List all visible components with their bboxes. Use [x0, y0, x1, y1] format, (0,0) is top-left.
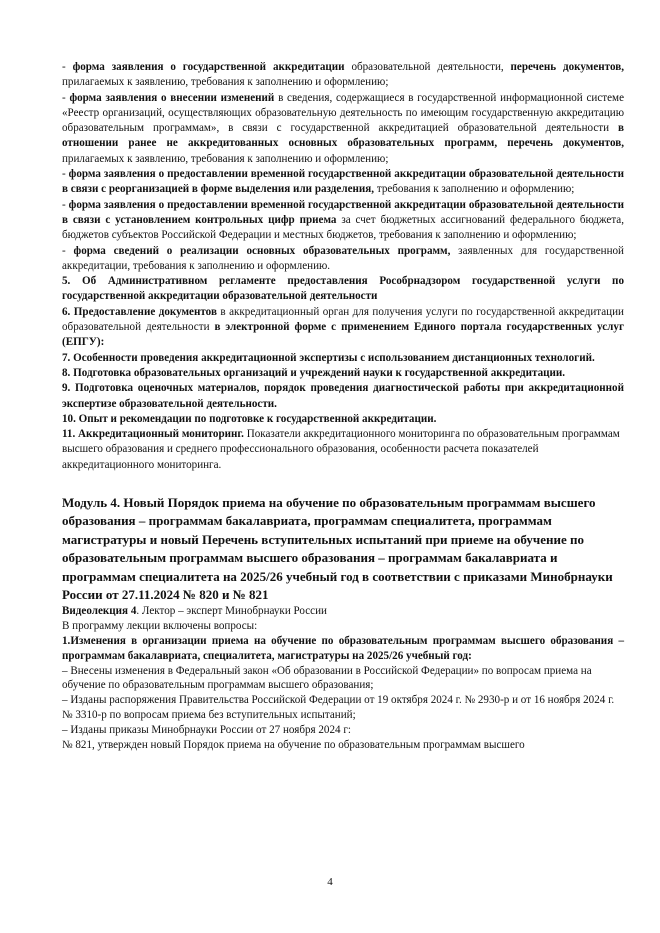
dash-marker: -: [62, 168, 69, 181]
text-segment: образовательной деятельности,: [344, 61, 511, 73]
numbered-item-5: [62, 274, 624, 305]
text-segment: прилагаемых к заявлению, требования к заполнению и оформлению;: [62, 152, 389, 165]
question-1: [62, 634, 624, 664]
rich-text: [62, 428, 620, 471]
rich-text: [62, 199, 624, 242]
rich-text: [62, 92, 624, 165]
bold-segment: в электронной форме с применением Единого портала государственных услуг (ЕПГУ):: [62, 321, 624, 349]
bold-segment: форма заявления о государственной аккредитации: [72, 61, 345, 73]
rich-text: [62, 306, 624, 349]
numbered-item-9: [62, 381, 624, 412]
list-item-application-form: [62, 60, 624, 91]
list-item-admission-figures-form: [62, 198, 624, 244]
dash-marker: -: [62, 244, 74, 257]
numbered-item-11: [62, 427, 624, 473]
numbered-item-10: [62, 412, 624, 427]
numbered-item-6: [62, 305, 624, 351]
text-segment: прилагаемых к заявлению, требования к заполнению и оформлению;: [62, 76, 389, 89]
page-number: 4: [327, 876, 333, 888]
video-lecture-line: [62, 604, 624, 619]
detail-item: – Изданы приказы Минобрнауки России от 27 ноября 2024 г:: [62, 723, 351, 736]
bold-segment: форма заявления о предоставлении временной государственной аккредитации образовательной деятельности в связи с реорганизацией в форме выделения или разделения,: [62, 168, 624, 196]
lecture-intro: В программу лекции включены вопросы:: [62, 620, 258, 633]
module-heading: [62, 494, 624, 604]
dash-marker: -: [62, 91, 70, 104]
numbered-item-text: 9. Подготовка оценочных материалов, порядок проведения диагностической работы при аккредитационной экспертизе образовательной деятельности.: [62, 382, 624, 410]
document-page: [62, 60, 624, 752]
list-item-reorganization-form: [62, 167, 624, 198]
lecture-block: [62, 604, 624, 752]
bold-segment: форма заявления о внесении изменений: [69, 91, 275, 104]
list-block: [62, 60, 624, 473]
text-segment: за счет бюджетных ассигнований федерального бюджета, бюджетов субъектов Российской Федерации и местных бюджетов, требования к заполнению и оформлению;: [62, 213, 624, 242]
text-segment: в сведения, содержащиеся в государственной информационной системе «Реестр организаций, осуществляющих образовательную деятельность по имеющим государственную аккредитацию образовательным программам», в связи с государственной аккредитацией образовательной деятельности: [62, 91, 625, 135]
detail-item: – Изданы распоряжения Правительства Российской Федерации от 19 октября 2024 г. № 2930-р и от 16 ноября 2024 г. № 3310-р по вопросам приема без вступительных испытаний;: [62, 694, 615, 722]
text-segment: требования к заполнению и оформлению;: [374, 183, 575, 196]
section-gap: [62, 473, 624, 494]
numbered-item-8: [62, 366, 624, 381]
detail-item: № 821, утвержден новый Порядок приема на обучение по образовательным программам высшего: [62, 738, 525, 751]
numbered-item-text: 7. Особенности проведения аккредитационной экспертизы с использованием дистанционных технологий.: [62, 351, 595, 364]
bold-segment: в отношении ранее не аккредитованных основных образовательных программ, перечень документов,: [62, 122, 624, 150]
rich-text: [62, 61, 624, 88]
rich-text: [62, 245, 624, 272]
bold-segment: 6. Предоставление документов: [62, 305, 217, 318]
dash-marker: -: [62, 61, 73, 73]
video-lecture-label: Видеолекция 4: [62, 605, 137, 618]
question-1-text: 1.Изменения в организации приема на обучение по образовательным программам высшего образования – программам бакалавриата, специалитета, магистратуры на 2025/26 учебный год:: [62, 635, 624, 662]
dash-marker: -: [62, 198, 69, 211]
numbered-item-text: 5. Об Административном регламенте предоставления Рособрнадзором государственной услуги по государственной аккредитации образовательной деятельности: [62, 275, 624, 303]
numbered-item-text: 8. Подготовка образовательных организаций и учреждений науки к государственной аккредитации.: [62, 366, 566, 379]
text-segment: заявленных для государственной аккредитации, требования к заполнению и оформлению.: [62, 244, 624, 272]
module-title: Модуль 4. Новый Порядок приема на обучение по образовательным программам высшего образования – программам бакалавриата, программам специалитета, программам магистратуры и новый Перечень вступительных испытаний при приеме на обучение по образовательным программам высшего образования – программам бакалавриата и программам специалитета на 2025/26 учебный год в соответствии с приказами Минобрнауки России от 27.11.2024 № 820 и № 821: [62, 495, 613, 603]
detail-item: – Внесены изменения в Федеральный закон «Об образовании в Российской Федерации» по вопросам приема на обучение по образовательным программам высшего образования;: [62, 664, 592, 692]
bold-segment: 11. Аккредитационный мониторинг.: [62, 428, 244, 441]
rich-text: [62, 168, 624, 195]
video-lecture-lecturer: . Лектор – эксперт Минобрнауки России: [136, 605, 327, 618]
bold-segment: форма заявления о предоставлении временной государственной аккредитации образовательной деятельности в связи с установлением контрольных цифр приема: [62, 198, 624, 226]
list-item-programs-info-form: [62, 244, 624, 275]
text-segment: Показатели аккредитационного мониторинга по образовательным программам высшего образования и среднего профессионального образования, особенности расчета показателей аккредитационного мониторинга.: [62, 428, 620, 471]
bold-segment: форма сведений о реализации основных образовательных программ,: [73, 244, 451, 257]
numbered-item-7: [62, 351, 624, 366]
bold-segment: перечень документов,: [510, 61, 624, 73]
list-item-change-form: [62, 91, 624, 167]
numbered-item-text: 10. Опыт и рекомендации по подготовке к государственной аккредитации.: [62, 412, 437, 425]
text-segment: в аккредитационный орган для получения услуги по государственной аккредитации образовательной деятельности: [62, 305, 624, 334]
